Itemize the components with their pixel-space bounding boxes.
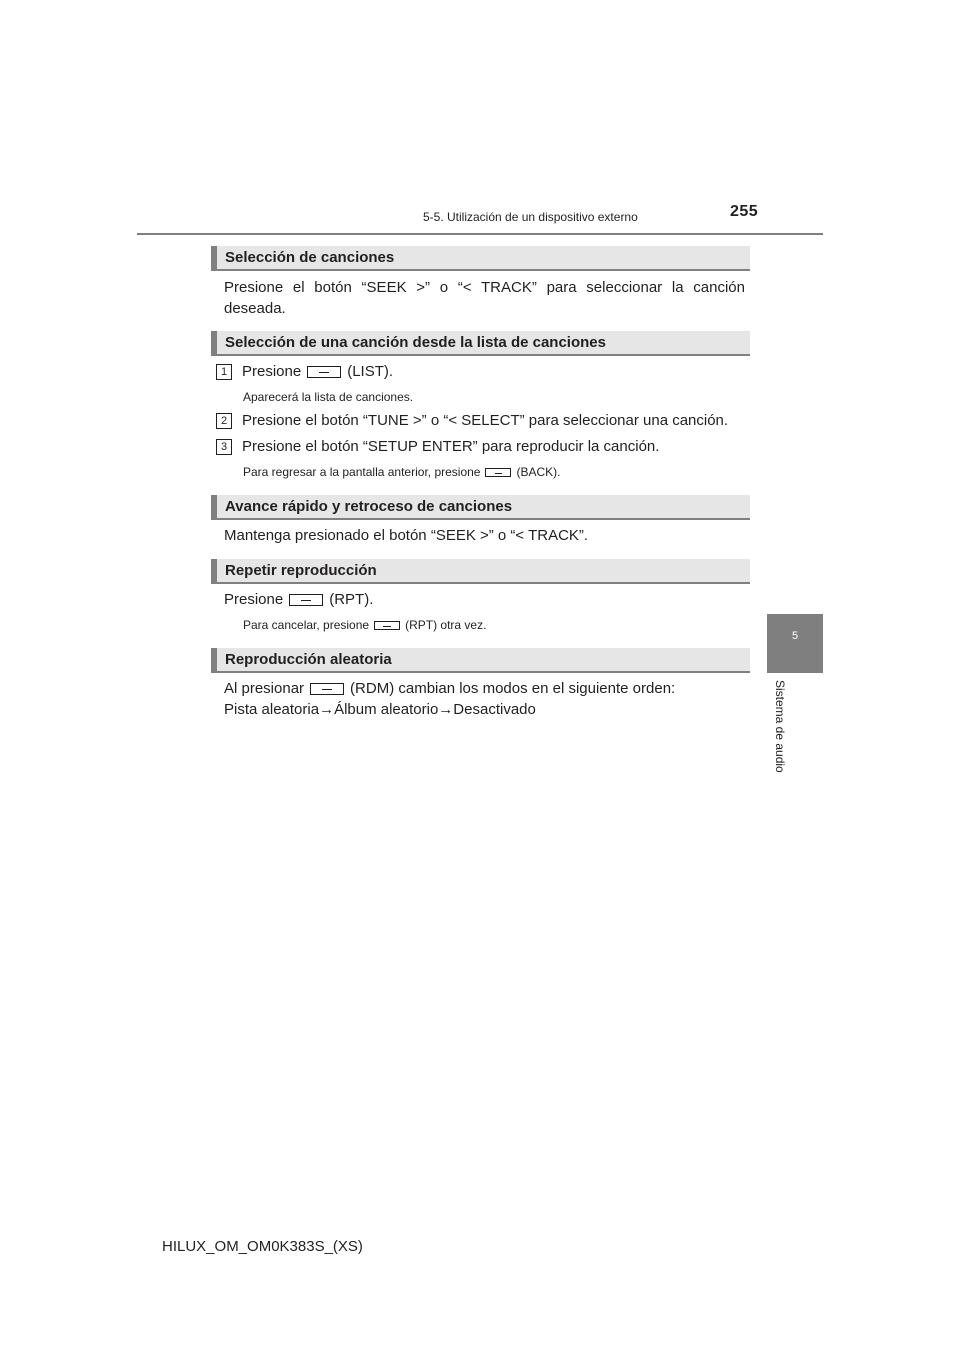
chapter-number: 5 [791,630,799,642]
repeat-text [224,589,373,610]
repeat-suffix: (RPT). [329,591,374,608]
section-heading-fast-forward: Avance rápido y retroceso de canciones [211,495,750,520]
section-heading-select-songs: Selección de canciones [211,246,750,271]
manual-code: HILUX_OM_OM0K383S_(XS) [162,1238,363,1255]
step-3-text: Presione el botón “SETUP ENTER” para reproducir la canción. [242,438,660,455]
list-button-icon [307,366,341,378]
section-heading-select-from-list: Selección de una canción desde la lista de canciones [211,331,750,356]
repeat-note-suffix: (RPT) otra vez. [405,618,487,632]
step-2-text: Presione el botón “TUNE >” o “< SELECT” para seleccionar una canción. [242,412,729,429]
arrow-right-icon: → [319,701,335,718]
repeat-note [243,617,486,633]
rdm-button-icon [310,683,344,695]
random-mode-track: Pista aleatoria [224,701,320,718]
repeat-prefix: Presione [224,591,284,608]
step-1-prefix: Presione [242,363,302,380]
fast-forward-text: Mantenga presionado el botón “SEEK >” o “< TRACK”. [224,527,589,544]
step-1-note: Aparecerá la lista de canciones. [243,390,414,404]
random-text [224,678,675,699]
step-3-note-suffix: (BACK). [516,465,561,479]
random-prefix: Al presionar [224,680,305,697]
random-mode-album: Álbum aleatorio [334,701,439,718]
step-3-note-prefix: Para regresar a la pantalla anterior, presione [243,465,481,479]
step-1-text [242,361,393,382]
select-songs-line-2: deseada. [224,300,286,317]
step-3-note [243,464,561,480]
arrow-right-icon: → [438,701,454,718]
step-1-suffix: (LIST). [347,363,394,380]
random-mode-sequence [224,699,536,720]
rpt-button-icon-small [374,621,400,630]
rpt-button-icon [289,594,323,606]
select-songs-paragraph [224,277,745,319]
step-number-2: 2 [216,413,232,429]
back-button-icon [485,468,511,477]
section-heading-repeat: Repetir reproducción [211,559,750,584]
chapter-label: Sistema de audio [773,680,787,773]
page-number: 255 [730,203,759,220]
step-number-3: 3 [216,439,232,455]
random-mode-off: Desactivado [453,701,536,718]
random-suffix: (RDM) cambian los modos en el siguiente orden: [350,680,676,697]
repeat-note-prefix: Para cancelar, presione [243,618,370,632]
chapter-tab [767,614,823,673]
header-divider [137,233,823,235]
section-heading-random: Reproducción aleatoria [211,648,750,673]
select-songs-line-1: Presione el botón “SEEK >” o “< TRACK” para seleccionar la canción [224,279,745,296]
step-number-1: 1 [216,364,232,380]
section-title: 5-5. Utilización de un dispositivo externo [423,210,638,224]
